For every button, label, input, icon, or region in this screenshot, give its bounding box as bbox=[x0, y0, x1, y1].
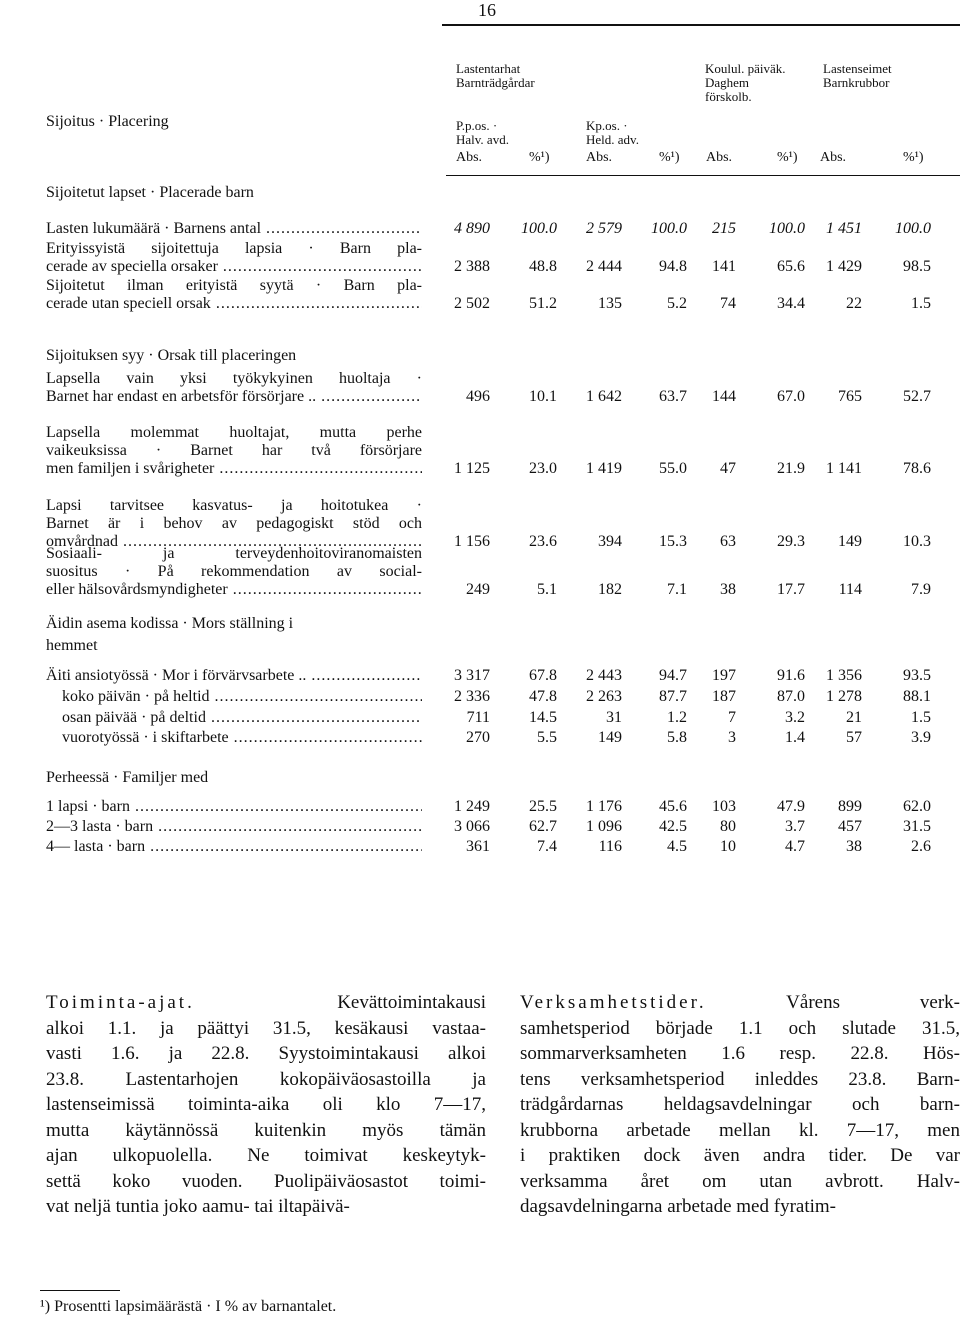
table-cell: 1 249 bbox=[454, 798, 490, 815]
body-line: 23.8. Lastentarhojen kokopäiväosastoilla ja bbox=[46, 1068, 486, 1090]
section-title: Sijoituksen syy · Orsak till placeringen bbox=[46, 347, 297, 364]
row-label-line: Barnet har endast en arbetsför försörjare .. ..... bbox=[46, 388, 422, 406]
body-line: vat neljä tuntia joko aamu- tai iltapäivä- bbox=[46, 1196, 350, 1217]
header-line: Koulul. päiväk. bbox=[705, 61, 786, 76]
table-cell: 7.1 bbox=[667, 581, 687, 598]
footnote: ¹) Prosentti lapsimäärästä · I % av barnantalet. bbox=[40, 1298, 337, 1315]
row-label bbox=[46, 240, 422, 276]
table-cell: 67.0 bbox=[777, 388, 805, 405]
table-cell: 55.0 bbox=[659, 460, 687, 477]
row-label-line: eller hälsovårdsmyndigheter ..... bbox=[46, 581, 422, 599]
table-cell: 67.8 bbox=[529, 667, 557, 684]
body-line: mutta käytännössä kuitenkin myös tämän bbox=[46, 1119, 486, 1141]
row-label bbox=[46, 545, 422, 599]
table-cell: 270 bbox=[466, 729, 490, 746]
table-cell: 899 bbox=[838, 798, 862, 815]
table-cell: 10.3 bbox=[903, 533, 931, 550]
row-label-line: vuorotyössä · i skiftarbete ..... bbox=[46, 729, 422, 747]
row-label-line: Barnet är i behov av pedagogiskt stöd och bbox=[46, 515, 422, 532]
header-rule bbox=[446, 175, 960, 176]
table-cell: 14.5 bbox=[529, 709, 557, 726]
table-cell: 100.0 bbox=[651, 220, 687, 237]
table-cell: 7.9 bbox=[911, 581, 931, 598]
row-label bbox=[46, 688, 422, 706]
row-label bbox=[46, 497, 422, 551]
table-cell: 5.5 bbox=[537, 729, 557, 746]
row-label-line: cerade av speciella orsaker ..... bbox=[46, 258, 422, 276]
header-line: Lastentarhat bbox=[456, 61, 521, 76]
table-cell: 63 bbox=[720, 533, 736, 550]
row-label-line: omvårdnad ..... bbox=[46, 533, 422, 551]
table-cell: 3.9 bbox=[911, 729, 931, 746]
table-cell: 3 317 bbox=[454, 667, 490, 684]
table-cell: 1 356 bbox=[826, 667, 862, 684]
row-label-line: 4— lasta · barn ..... bbox=[46, 838, 422, 856]
table-cell: 457 bbox=[838, 818, 862, 835]
column-group-kindergartens bbox=[456, 62, 535, 90]
table-cell: 182 bbox=[598, 581, 622, 598]
row-label-line: osan päivää · på deltid ..... bbox=[46, 709, 422, 727]
table-cell: 149 bbox=[598, 729, 622, 746]
row-label bbox=[46, 818, 422, 836]
table-cell: 141 bbox=[712, 258, 736, 275]
table-cell: 91.6 bbox=[777, 667, 805, 684]
column-header: Abs. bbox=[820, 150, 847, 165]
column-header: %¹) bbox=[903, 150, 924, 165]
table-cell: 249 bbox=[466, 581, 490, 598]
table-cell: 2 502 bbox=[454, 295, 490, 312]
body-line: verksamma året om utan avbrott. Halv- bbox=[520, 1170, 960, 1192]
row-label-line: vaikeuksissa · Barnet har två försörjare bbox=[46, 442, 422, 459]
header-line: Barnträdgårdar bbox=[456, 75, 535, 90]
table-cell: 63.7 bbox=[659, 388, 687, 405]
table-cell: 94.8 bbox=[659, 258, 687, 275]
header-line: Halv. avd. bbox=[456, 132, 509, 147]
header-line: Kp.os. · bbox=[586, 118, 628, 133]
table-cell: 1 176 bbox=[586, 798, 622, 815]
table-cell: 100.0 bbox=[769, 220, 805, 237]
top-rule bbox=[442, 24, 960, 26]
table-cell: 3 bbox=[728, 729, 736, 746]
row-header-label: Sijoitus · Placering bbox=[46, 113, 169, 130]
column-header: %¹) bbox=[659, 150, 680, 165]
row-label-line: men familjen i svårigheter ..... bbox=[46, 460, 422, 478]
section-title: Sijoitetut lapset · Placerade barn bbox=[46, 184, 254, 201]
header-line: P.p.os. · bbox=[456, 118, 498, 133]
table-cell: 4 890 bbox=[454, 220, 490, 237]
table-cell: 34.4 bbox=[777, 295, 805, 312]
body-line: Toiminta-ajat. Kevättoimintakausi bbox=[46, 992, 486, 1013]
row-label-line: 1 lapsi · barn ..... bbox=[46, 798, 422, 816]
row-label bbox=[46, 370, 422, 406]
table-cell: 80 bbox=[720, 818, 736, 835]
column-header: Abs. bbox=[706, 150, 733, 165]
footnote-rule bbox=[40, 1290, 120, 1291]
row-label bbox=[46, 709, 422, 727]
table-cell: 103 bbox=[712, 798, 736, 815]
row-label bbox=[46, 667, 422, 685]
row-label-line: Lapsella vain yksi työkykyinen huoltaja · bbox=[46, 370, 422, 387]
body-line: Verksamhetstider. Vårens verk- bbox=[520, 992, 960, 1013]
table-cell: 4.5 bbox=[667, 838, 687, 855]
body-line: krubborna arbetade mellan kl. 7—17, men bbox=[520, 1119, 960, 1141]
table-cell: 116 bbox=[598, 838, 622, 855]
table-cell: 2 443 bbox=[586, 667, 622, 684]
column-header: Abs. bbox=[586, 150, 613, 165]
table-cell: 3.7 bbox=[785, 818, 805, 835]
row-label-line: 2—3 lasta · barn ..... bbox=[46, 818, 422, 836]
table-cell: 100.0 bbox=[895, 220, 931, 237]
body-line: alkoi 1.1. ja päättyi 31.5, kesäkausi vastaa- bbox=[46, 1017, 486, 1039]
table-cell: 1 096 bbox=[586, 818, 622, 835]
header-line: Daghem bbox=[705, 75, 750, 90]
body-heading: Toiminta-ajat. bbox=[46, 992, 195, 1013]
table-cell: 2 336 bbox=[454, 688, 490, 705]
table-cell: 57 bbox=[846, 729, 862, 746]
table-cell: 1.2 bbox=[667, 709, 687, 726]
column-header: Abs. bbox=[456, 150, 483, 165]
row-label-line: Lasten lukumäärä · Barnens antal ..... bbox=[46, 220, 422, 238]
table-cell: 45.6 bbox=[659, 798, 687, 815]
table-cell: 1 419 bbox=[586, 460, 622, 477]
table-cell: 1 156 bbox=[454, 533, 490, 550]
column-subgroup-full-day bbox=[586, 119, 639, 147]
table-cell: 88.1 bbox=[903, 688, 931, 705]
column-header: %¹) bbox=[777, 150, 798, 165]
body-line: samhetsperiod började 1.1 och slutade 31.5, bbox=[520, 1017, 960, 1039]
body-text-finnish bbox=[46, 990, 486, 1220]
table-cell: 25.5 bbox=[529, 798, 557, 815]
table-cell: 47 bbox=[720, 460, 736, 477]
column-subgroup-half-day bbox=[456, 119, 509, 147]
body-line: dagsavdelningarna arbetade med fyratim- bbox=[520, 1196, 836, 1217]
table-cell: 1.5 bbox=[911, 709, 931, 726]
table-cell: 23.0 bbox=[529, 460, 557, 477]
table-cell: 65.6 bbox=[777, 258, 805, 275]
table-cell: 10.1 bbox=[529, 388, 557, 405]
table-cell: 2 388 bbox=[454, 258, 490, 275]
body-text-swedish bbox=[520, 990, 960, 1220]
table-cell: 1.4 bbox=[785, 729, 805, 746]
table-cell: 52.7 bbox=[903, 388, 931, 405]
row-label-line: cerade utan speciell orsak ..... bbox=[46, 295, 422, 313]
table-cell: 48.8 bbox=[529, 258, 557, 275]
table-cell: 149 bbox=[838, 533, 862, 550]
body-line: ajan ulkopuolella. Ne toimivat keskeytyk- bbox=[46, 1145, 486, 1166]
header-line: Barnkrubbor bbox=[823, 75, 890, 90]
table-cell: 38 bbox=[846, 838, 862, 855]
table-cell: 187 bbox=[712, 688, 736, 705]
row-label-line: Sijoitetut ilman erityistä syytä · Barn pla- bbox=[46, 277, 422, 294]
row-label-line: koko päivän · på heltid ..... bbox=[46, 688, 422, 706]
table-cell: 7 bbox=[728, 709, 736, 726]
table-cell: 361 bbox=[466, 838, 490, 855]
table-cell: 4.7 bbox=[785, 838, 805, 855]
table-cell: 23.6 bbox=[529, 533, 557, 550]
page-number: 16 bbox=[478, 0, 496, 20]
body-line: sommarverksamheten 1.6 resp. 22.8. Hös- bbox=[520, 1043, 960, 1064]
section-title: Äidin asema kodissa · Mors ställning i hemmet bbox=[46, 615, 294, 654]
table-cell: 1 125 bbox=[454, 460, 490, 477]
table-cell: 42.5 bbox=[659, 818, 687, 835]
table-cell: 3.2 bbox=[785, 709, 805, 726]
table-cell: 62.0 bbox=[903, 798, 931, 815]
table-cell: 47.8 bbox=[529, 688, 557, 705]
table-cell: 2.6 bbox=[911, 838, 931, 855]
table-cell: 1 278 bbox=[826, 688, 862, 705]
table-cell: 496 bbox=[466, 388, 490, 405]
table-cell: 1 141 bbox=[826, 460, 862, 477]
table-cell: 197 bbox=[712, 667, 736, 684]
table-cell: 2 579 bbox=[586, 220, 622, 237]
table-cell: 1 451 bbox=[826, 220, 862, 237]
header-line: Lastenseimet bbox=[823, 61, 892, 76]
table-cell: 765 bbox=[838, 388, 862, 405]
table-cell: 5.8 bbox=[667, 729, 687, 746]
body-line: trädgårdarnas heldagsavdelningar och barn- bbox=[520, 1094, 960, 1115]
table-cell: 135 bbox=[598, 295, 622, 312]
table-cell: 31.5 bbox=[903, 818, 931, 835]
table-cell: 3 066 bbox=[454, 818, 490, 835]
table-cell: 74 bbox=[720, 295, 736, 312]
row-label bbox=[46, 798, 422, 816]
row-label-line: suositus · På rekommendation av social- bbox=[46, 563, 422, 580]
body-line: vasti 1.6. ja 22.8. Syystoimintakausi alkoi bbox=[46, 1043, 486, 1064]
table-cell: 394 bbox=[598, 533, 622, 550]
table-cell: 62.7 bbox=[529, 818, 557, 835]
table-cell: 93.5 bbox=[903, 667, 931, 684]
table-cell: 100.0 bbox=[521, 220, 557, 237]
table-cell: 78.6 bbox=[903, 460, 931, 477]
table-cell: 47.9 bbox=[777, 798, 805, 815]
body-line: i praktiken dock även andra tider. De var bbox=[520, 1145, 960, 1166]
table-cell: 87.0 bbox=[777, 688, 805, 705]
header-line: Held. adv. bbox=[586, 132, 639, 147]
table-cell: 17.7 bbox=[777, 581, 805, 598]
table-cell: 1 642 bbox=[586, 388, 622, 405]
row-label-line: Erityissyistä sijoitettuja lapsia · Barn pla- bbox=[46, 240, 422, 257]
table-cell: 15.3 bbox=[659, 533, 687, 550]
column-group-nurseries bbox=[823, 62, 892, 90]
table-cell: 51.2 bbox=[529, 295, 557, 312]
table-cell: 114 bbox=[838, 581, 862, 598]
table-cell: 711 bbox=[466, 709, 490, 726]
table-cell: 5.1 bbox=[537, 581, 557, 598]
row-label bbox=[46, 838, 422, 856]
table-cell: 21 bbox=[846, 709, 862, 726]
table-cell: 7.4 bbox=[537, 838, 557, 855]
table-cell: 1 429 bbox=[826, 258, 862, 275]
body-line: lastenseimissä toiminta-aika oli klo 7—17, bbox=[46, 1094, 486, 1115]
row-label bbox=[46, 277, 422, 313]
table-cell: 21.9 bbox=[777, 460, 805, 477]
column-group-daycare bbox=[705, 62, 786, 104]
row-label bbox=[46, 220, 422, 238]
table-cell: 215 bbox=[712, 220, 736, 237]
table-cell: 144 bbox=[712, 388, 736, 405]
header-line: förskolb. bbox=[705, 89, 752, 104]
table-cell: 94.7 bbox=[659, 667, 687, 684]
row-label-line: Lapsi tarvitsee kasvatus- ja hoitotukea · bbox=[46, 497, 422, 514]
column-header: %¹) bbox=[529, 150, 550, 165]
table-cell: 87.7 bbox=[659, 688, 687, 705]
table-cell: 2 263 bbox=[586, 688, 622, 705]
body-heading: Verksamhetstider. bbox=[520, 992, 707, 1013]
table-cell: 10 bbox=[720, 838, 736, 855]
table-cell: 98.5 bbox=[903, 258, 931, 275]
table-cell: 31 bbox=[606, 709, 622, 726]
row-label-line: Sosiaali- ja terveydenhoitoviranomaisten bbox=[46, 545, 422, 562]
body-line: tens verksamhetsperiod inleddes 23.8. Barn- bbox=[520, 1068, 960, 1090]
table-cell: 2 444 bbox=[586, 258, 622, 275]
row-label-line: Lapsella molemmat huoltajat, mutta perhe bbox=[46, 424, 422, 441]
table-cell: 38 bbox=[720, 581, 736, 598]
body-line: settä koko vuoden. Puolipäiväosastot toimi- bbox=[46, 1170, 486, 1192]
table-cell: 5.2 bbox=[667, 295, 687, 312]
row-label-line: Äiti ansiotyössä · Mor i förvärvsarbete .. ..... bbox=[46, 667, 422, 685]
table-cell: 1.5 bbox=[911, 295, 931, 312]
table-cell: 29.3 bbox=[777, 533, 805, 550]
table-cell: 22 bbox=[846, 295, 862, 312]
row-label bbox=[46, 729, 422, 747]
section-title: Perheessä · Familjer med bbox=[46, 769, 209, 786]
row-label bbox=[46, 424, 422, 478]
